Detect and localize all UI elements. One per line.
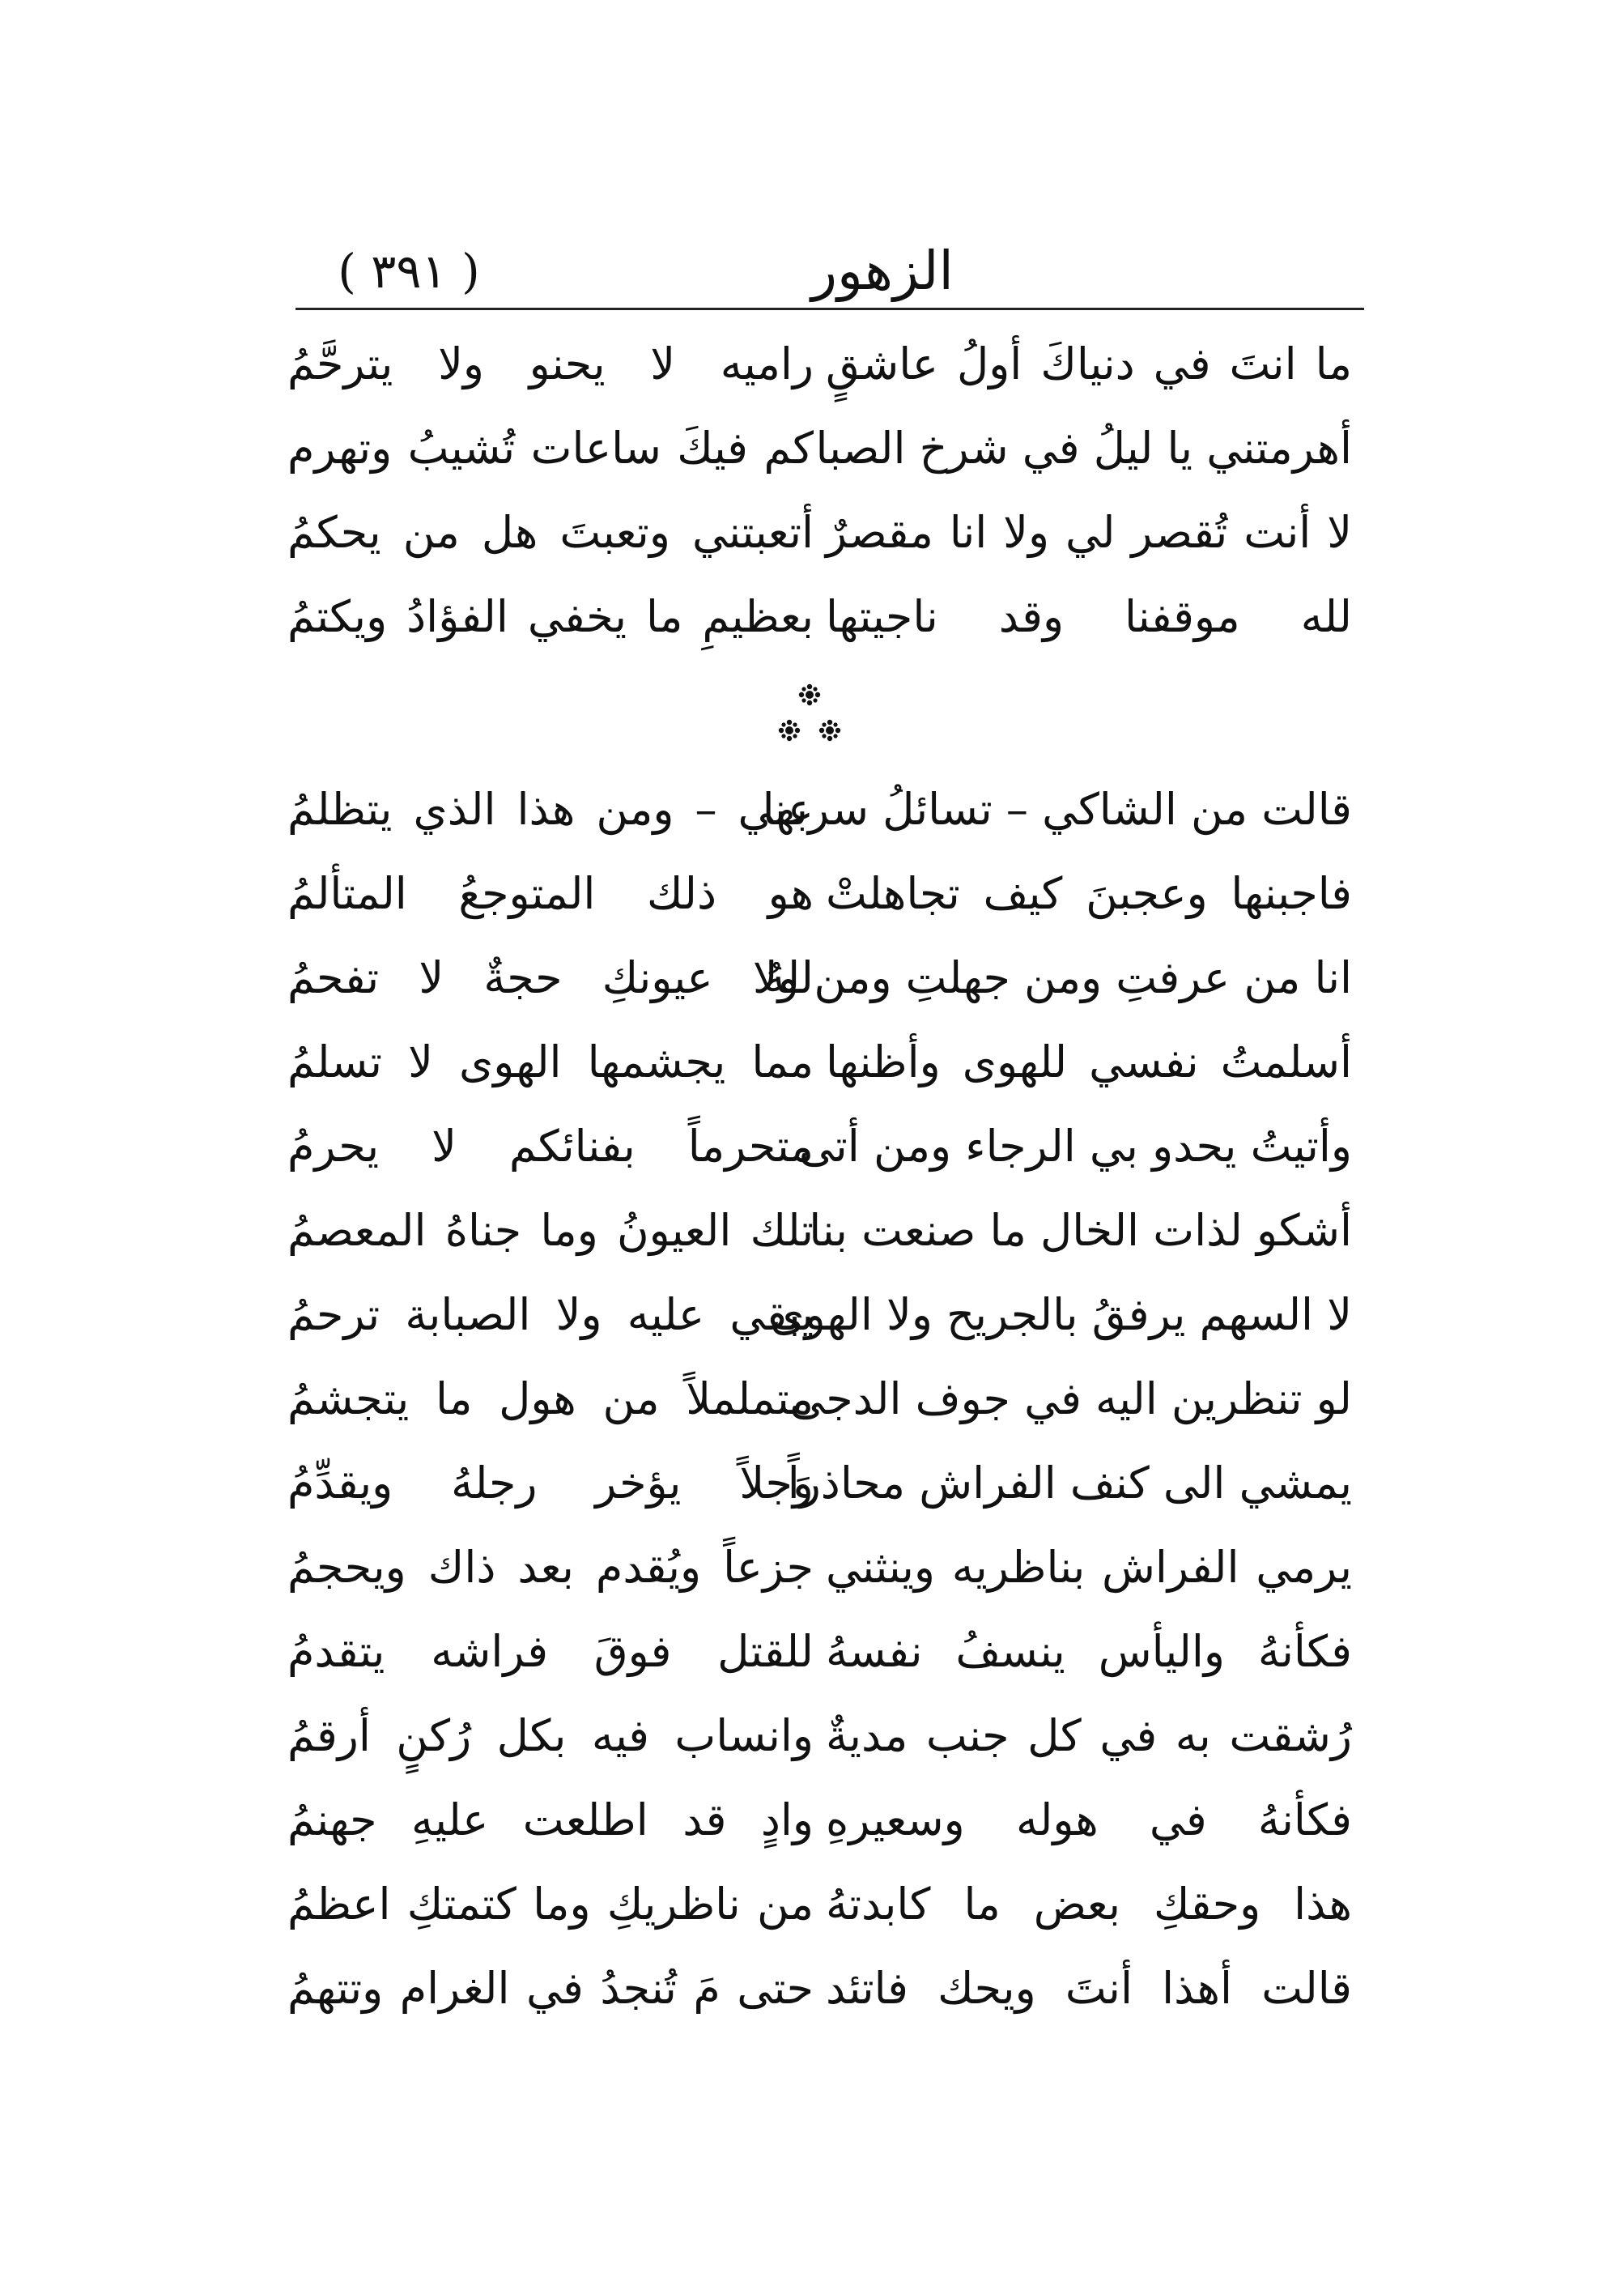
verse [0, 1275, 1624, 1356]
verse-second-hemistich: وادٍ قد اطلعت عليهِ جهنمُ [287, 1794, 814, 1845]
verse-second-hemistich: للقتل فوقَ فراشه يتقدمُ [287, 1626, 814, 1677]
verse [0, 577, 1624, 658]
verse-first-hemistich: لو تنظرين اليه في جوف الدجى [789, 1373, 1352, 1424]
verse-first-hemistich: فكأنهُ واليأس ينسفُ نفسهُ [826, 1626, 1352, 1677]
verse [0, 1106, 1624, 1187]
verse-second-hemistich: عني – ومن هذا الذي يتظلمُ [287, 784, 814, 835]
verse-second-hemistich: حتى مَ تُنجدُ في الغرام وتتهمُ [287, 1963, 814, 2014]
verse-first-hemistich: ما انتَ في دنياكَ أولُ عاشقٍ [826, 338, 1352, 389]
verse [0, 408, 1624, 489]
verse-second-hemistich: لولا عيونكِ حجةٌ لا تفحمُ [287, 952, 814, 1003]
verse-second-hemistich: بعظيمِ ما يخفي الفؤادُ ويكتمُ [287, 591, 814, 642]
verse-second-hemistich: كم فيكَ ساعات تُشيبُ وتهرم [287, 423, 814, 474]
verse-first-hemistich: أهرمتني يا ليلُ في شرخ الصبا [815, 423, 1352, 474]
verse [0, 1696, 1624, 1777]
verse-first-hemistich: أسلمتُ نفسي للهوى وأظنها [826, 1036, 1352, 1087]
verse-first-hemistich: فكأنهُ في هوله وسعيرهِ [826, 1794, 1352, 1845]
verse-second-hemistich: وَجلاً يؤخر رجلهُ ويقدِّمُ [287, 1458, 814, 1509]
verse [0, 1190, 1624, 1271]
verse-first-hemistich: لا أنت تُقصر لي ولا انا مقصرٌ [826, 507, 1352, 558]
verse-second-hemistich: تلك العيونُ وما جناهُ المعصمُ [287, 1205, 814, 1256]
asterism-ornament [769, 672, 850, 753]
verse-first-hemistich: لا السهم يرفقُ بالجريح ولا الهوى [770, 1289, 1352, 1340]
verse [0, 492, 1624, 573]
verse [0, 938, 1624, 1019]
verse-second-hemistich: متململاً من هول ما يتجشمُ [287, 1373, 814, 1424]
verse-second-hemistich: من ناظريكِ وما كتمتكِ اعظمُ [287, 1879, 814, 1930]
star-ornament [779, 720, 800, 741]
page-header [283, 231, 1368, 320]
verse-first-hemistich: انا من عرفتِ ومن جهلتِ ومن لهُ [763, 952, 1352, 1003]
verse [0, 1527, 1624, 1608]
verse-first-hemistich: قالت من الشاكي – تسائلُ سربها [762, 784, 1352, 835]
verse [0, 1022, 1624, 1103]
verse-second-hemistich: مما يجشمها الهوى لا تسلمُ [287, 1036, 814, 1087]
verse-first-hemistich: لله موقفنا وقد ناجيتها [826, 591, 1352, 642]
star-ornament [819, 720, 840, 741]
verse [0, 853, 1624, 934]
verse [0, 1780, 1624, 1861]
verse-first-hemistich: هذا وحقكِ بعض ما كابدتهُ [826, 1879, 1352, 1930]
verse-second-hemistich: وانساب فيه بكل رُكنٍ أرقمُ [287, 1710, 814, 1761]
verse-first-hemistich: فاجبنها وعجبنَ كيف تجاهلتْ [826, 868, 1352, 919]
verse-first-hemistich: يمشي الى كنف الفراش محاذراً [787, 1458, 1352, 1509]
verse-first-hemistich: قالت أهذا أنتَ ويحك فاتئد [826, 1963, 1352, 2014]
verse-second-hemistich: راميه لا يحنو ولا يترحَّمُ [287, 338, 814, 389]
verse-first-hemistich: وأتيتُ يحدو بي الرجاء ومن أتى [798, 1121, 1352, 1172]
verse-second-hemistich: يبقي عليه ولا الصبابة ترحمُ [287, 1289, 814, 1340]
verse [0, 1443, 1624, 1524]
verse-first-hemistich: رُشقت به في كل جنب مديةٌ [826, 1710, 1352, 1761]
verse-first-hemistich: يرمي الفراش بناظريه وينثني [826, 1542, 1352, 1593]
verse [0, 1611, 1624, 1692]
verse-second-hemistich: متحرماً بفنائكم لا يحرمُ [287, 1121, 814, 1172]
verse-second-hemistich: أتعبتني وتعبتَ هل من يحكمُ [287, 507, 814, 558]
page-number: ( ٣٩١ ) [338, 244, 480, 299]
verse [0, 769, 1624, 850]
verse-second-hemistich: هو ذلك المتوجعُ المتألمُ [287, 868, 814, 919]
verse [0, 1864, 1624, 1945]
verse [0, 1359, 1624, 1440]
verse-first-hemistich: أشكو لذات الخال ما صنعت بنا [809, 1205, 1352, 1256]
verse [0, 324, 1624, 405]
star-ornament [799, 684, 820, 705]
verse-second-hemistich: جزعاً ويُقدم بعد ذاك ويحجمُ [287, 1542, 814, 1593]
header-rule [295, 308, 1364, 310]
running-title: الزهور [811, 240, 954, 302]
verse [0, 1948, 1624, 2029]
